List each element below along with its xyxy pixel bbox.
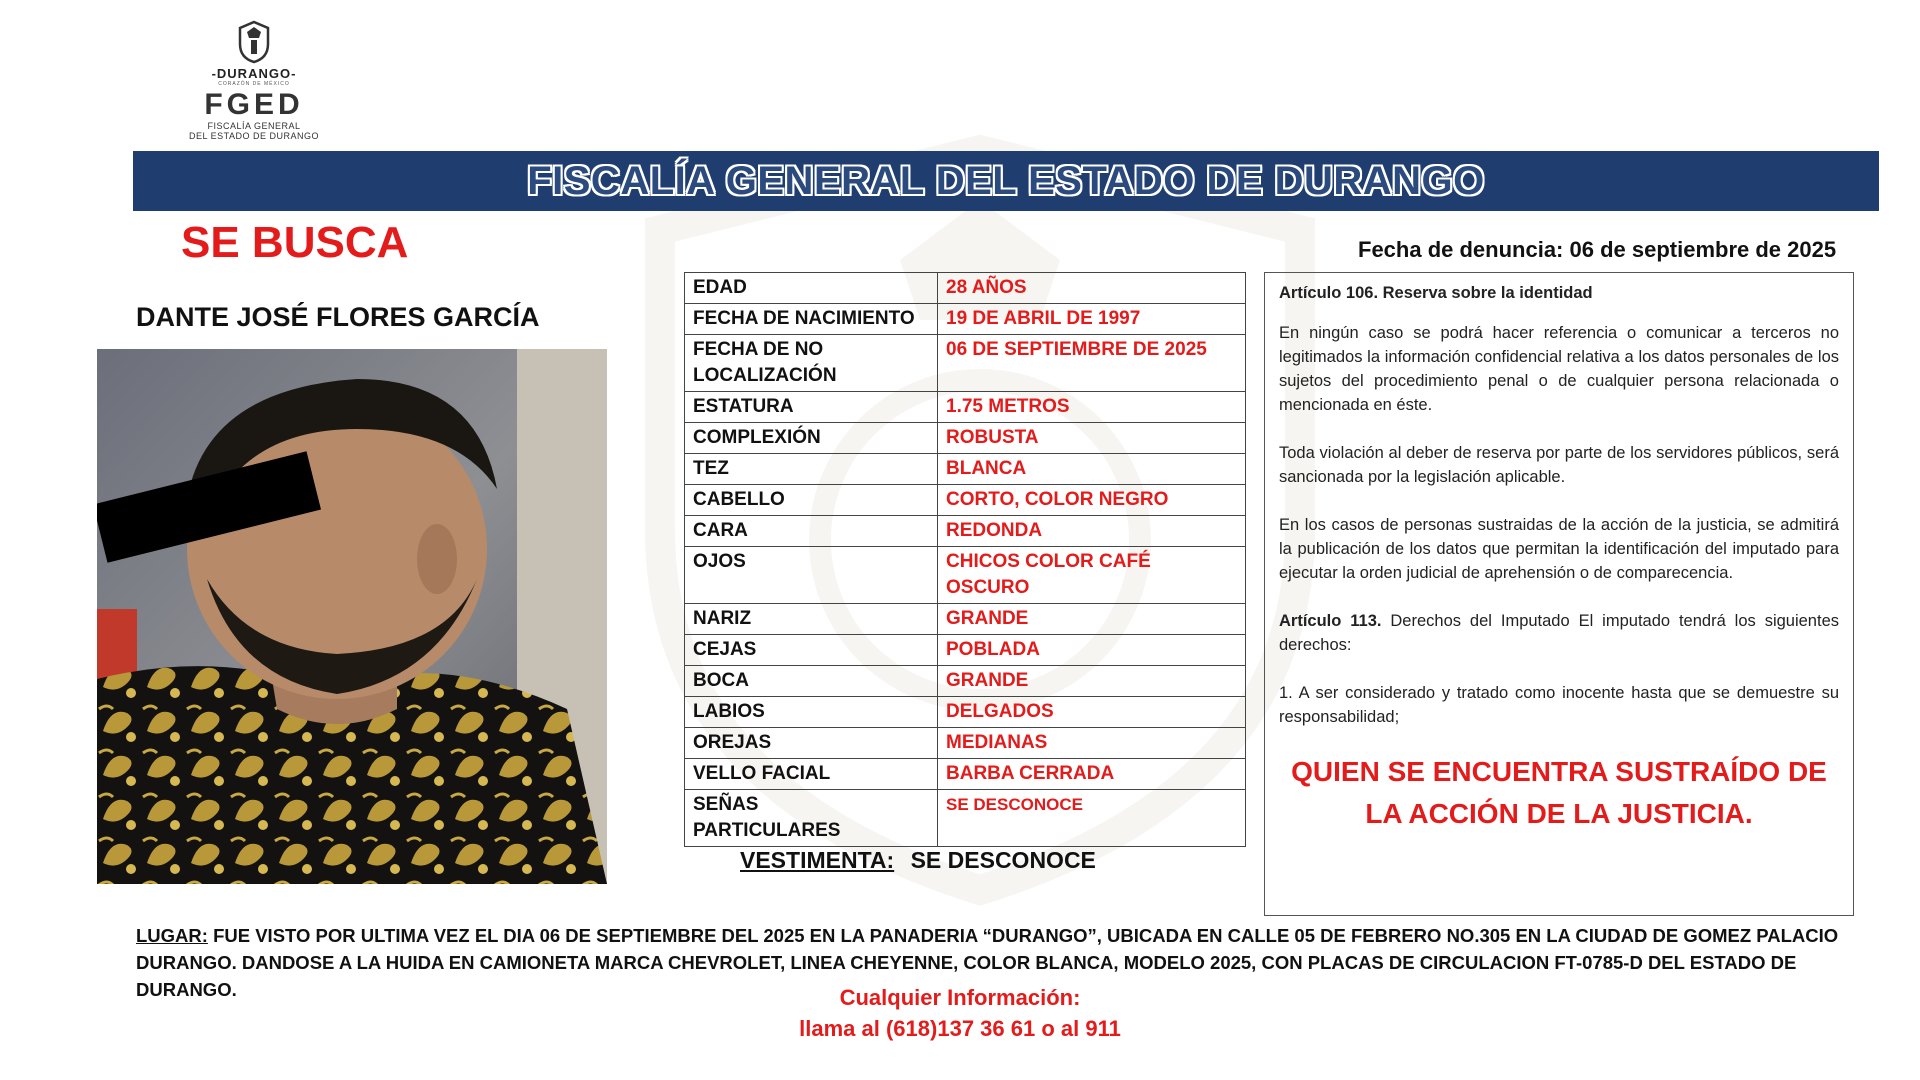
legal-paragraph-5: 1. A ser considerado y tratado como inocente hasta que se demuestre su responsabilidad; [1279,684,1839,726]
logo-tagline: CORAZÓN DE MÉXICO [218,81,290,87]
person-name: DANTE JOSÉ FLORES GARCÍA [136,302,540,332]
legal-article-113: Artículo 113. [1279,612,1382,630]
legal-article-113-text: Derechos del Imputado El imputado tendrá los siguientes derechos: [1279,612,1839,654]
detail-value: POBLADA [938,635,1246,666]
detail-value: REDONDA [938,516,1246,547]
detail-row [685,759,1246,790]
detail-value: CORTO, COLOR NEGRO [938,485,1246,516]
legal-paragraph-3: En los casos de personas sustraidas de la acción de la justicia, se admitirá la publicación de los datos que permitan la identificación del imputado para ejecutar la orden judicial de aprehensión o de comparecencia. [1279,516,1839,582]
detail-row [685,697,1246,728]
crest-icon [234,20,274,64]
detail-row [685,304,1246,335]
detail-label: EDAD [685,273,938,304]
detail-row [685,547,1246,604]
detail-row [685,516,1246,547]
person-photo [97,349,607,884]
header-banner [133,151,1879,211]
header-title: FISCALÍA GENERAL DEL ESTADO DE DURANGO [527,158,1485,203]
detail-label: OJOS [685,547,938,604]
detail-label: BOCA [685,666,938,697]
report-date: Fecha de denuncia: 06 de septiembre de 2025 [1358,237,1837,262]
detail-value: GRANDE [938,666,1246,697]
logo-full-line1: FISCALÍA GENERAL [207,121,301,131]
detail-label: FECHA DE NACIMIENTO [685,304,938,335]
detail-row [685,728,1246,759]
detail-value: 19 DE ABRIL DE 1997 [938,304,1246,335]
detail-row [685,454,1246,485]
fugitive-notice: QUIEN SE ENCUENTRA SUSTRAÍDO DE LA ACCIÓN DE LA JUSTICIA. [1291,756,1827,829]
legal-paragraph-4 [1279,609,1839,657]
detail-row [685,635,1246,666]
clothing-label: VESTIMENTA: [740,847,895,873]
logo-abbr: FGED [204,88,304,121]
legal-title: Artículo 106. Reserva sobre la identidad [1279,284,1593,302]
contact-heading: Cualquier Información: [839,985,1081,1010]
logo-full-line2: DEL ESTADO DE DURANGO [188,131,320,141]
detail-row [685,273,1246,304]
detail-label: COMPLEXIÓN [685,423,938,454]
detail-value: 06 DE SEPTIEMBRE DE 2025 [938,335,1246,392]
detail-label: VELLO FACIAL [685,759,938,790]
location-label: LUGAR: [136,925,208,946]
detail-value: BARBA CERRADA [938,759,1246,790]
detail-row [685,666,1246,697]
clothing-line [740,847,1096,874]
detail-label: CABELLO [685,485,938,516]
detail-row [685,485,1246,516]
legal-notice [1264,272,1854,916]
logo-state: -DURANGO- [211,66,297,81]
legal-paragraph-1: En ningún caso se podrá hacer referencia o comunicar a terceros no legitimados la información confidencial relativa a los datos personales de los sujetos del procedimiento penal o de cualquier persona relacionada o mencionada en éste. [1279,324,1839,414]
detail-value: 28 AÑOS [938,273,1246,304]
detail-label: LABIOS [685,697,938,728]
wanted-heading: SE BUSCA [181,218,409,267]
clothing-value: SE DESCONOCE [910,847,1096,873]
detail-label: NARIZ [685,604,938,635]
fged-logo [180,20,328,146]
detail-row [685,423,1246,454]
contact-phone: llama al (618)137 36 61 o al 911 [799,1016,1121,1041]
detail-label: FECHA DE NO LOCALIZACIÓN [685,335,938,392]
detail-value: ROBUSTA [938,423,1246,454]
detail-label: ESTATURA [685,392,938,423]
location-text: FUE VISTO POR ULTIMA VEZ EL DIA 06 DE SEPTIEMBRE DEL 2025 EN LA PANADERIA “DURANGO”, UBICADA EN CALLE 05 DE FEBRERO NO.305 EN LA CIUDAD DE GOMEZ PALACIO DURANGO. DANDOSE A LA HUIDA EN CAMIONETA MARCA CHEVROLET, LINEA CHEYENNE, COLOR BLANCA, MODELO 2025, CON PLACAS DE CIRCULACION FT-0785-D DEL ESTADO DE DURANGO. [136,925,1839,1000]
person-photo-image [97,349,607,884]
detail-value: 1.75 METROS [938,392,1246,423]
detail-value: CHICOS COLOR CAFÉ OSCURO [938,547,1246,604]
legal-paragraph-2: Toda violación al deber de reserva por parte de los servidores públicos, será sancionada por la legislación aplicable. [1279,444,1839,486]
detail-row [685,790,1246,847]
detail-value: MEDIANAS [938,728,1246,759]
detail-row [685,604,1246,635]
detail-value: SE DESCONOCE [938,790,1246,847]
details-table [684,272,1246,847]
detail-label: OREJAS [685,728,938,759]
detail-row [685,392,1246,423]
detail-label: SEÑAS PARTICULARES [685,790,938,847]
detail-label: CEJAS [685,635,938,666]
detail-label: CARA [685,516,938,547]
detail-value: BLANCA [938,454,1246,485]
detail-row [685,335,1246,392]
detail-value: GRANDE [938,604,1246,635]
detail-value: DELGADOS [938,697,1246,728]
detail-label: TEZ [685,454,938,485]
